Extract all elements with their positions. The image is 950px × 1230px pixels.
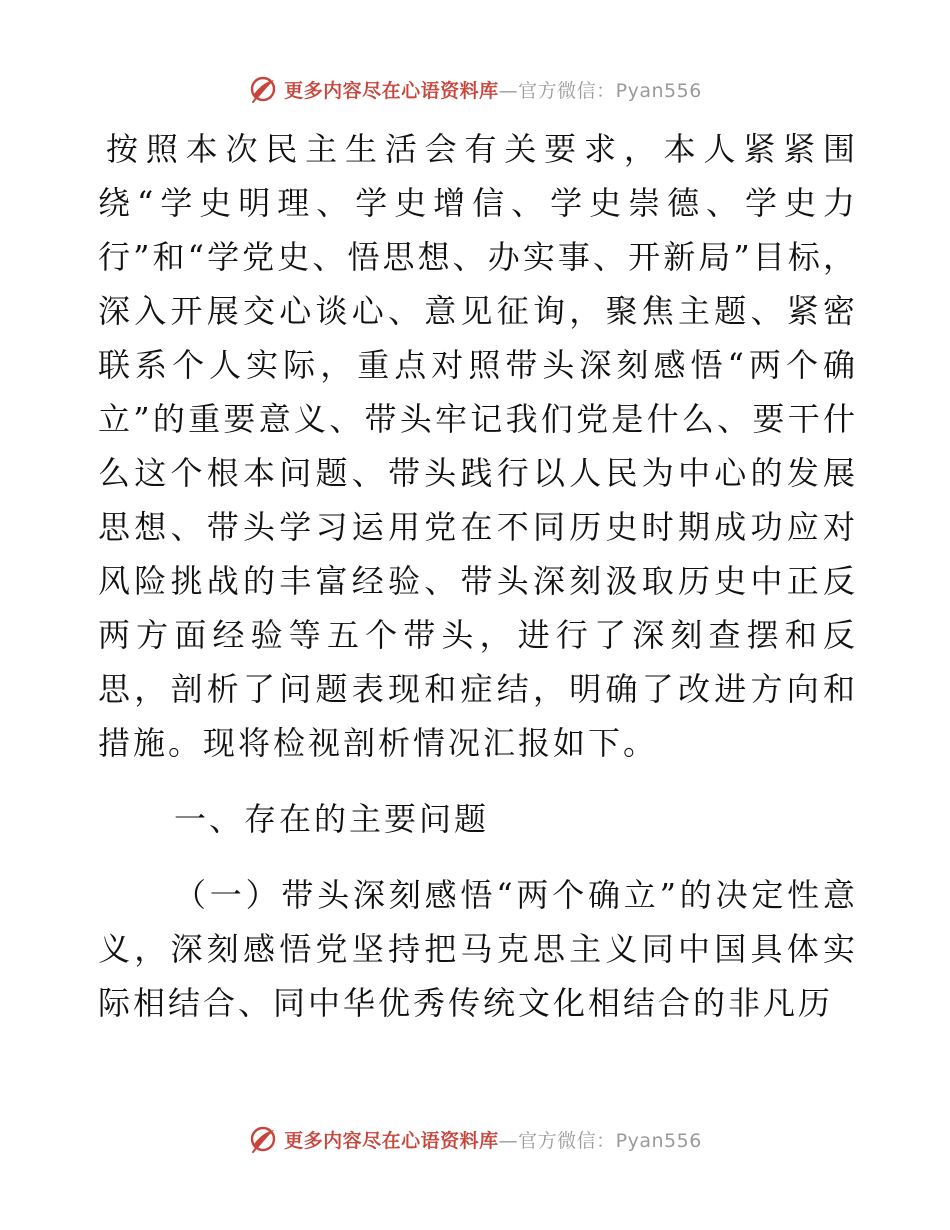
- watermark-wechat-text: —官方微信：Pyan556: [498, 1129, 702, 1152]
- document-body: [98, 122, 858, 1030]
- intro-paragraph: 按照本次民主生活会有关要求，本人紧紧围绕“学史明理、学史增信、学史崇德、学史力行”和“学党史、悟思想、办实事、开新局”目标，深入开展交心谈心、意见征询，聚焦主题、紧密联系个人实际，重点对照带头深刻感悟“两个确立”的重要意义、带头牢记我们党是什么、要干什么这个根本问题、带头践行以人民为中心的发展思想、带头学习运用党在不同历史时期成功应对风险挑战的丰富经验、带头深刻汲取历史中正反两方面经验等五个带头，进行了深刻查摆和反思，剖析了问题表现和症结，明确了改进方向和措施。现将检视剖析情况汇报如下。: [98, 130, 858, 762]
- subsection-paragraph: （一）带头深刻感悟“两个确立”的决定性意义，深刻感悟党坚持把马克思主义同中国具体实际相结合、同中华优秀传统文化相结合的非凡历: [98, 876, 858, 1022]
- quill-globe-logo-icon: [248, 74, 278, 104]
- quill-globe-logo-icon: [248, 1124, 278, 1154]
- watermark-wechat-text: —官方微信：Pyan556: [498, 79, 702, 102]
- watermark-site-text: 更多内容尽在心语资料库: [284, 79, 499, 102]
- section-heading: 一、存在的主要问题: [174, 800, 490, 838]
- footer-watermark: [0, 1124, 950, 1154]
- watermark-site-text: 更多内容尽在心语资料库: [284, 1129, 499, 1152]
- header-watermark: [0, 74, 950, 104]
